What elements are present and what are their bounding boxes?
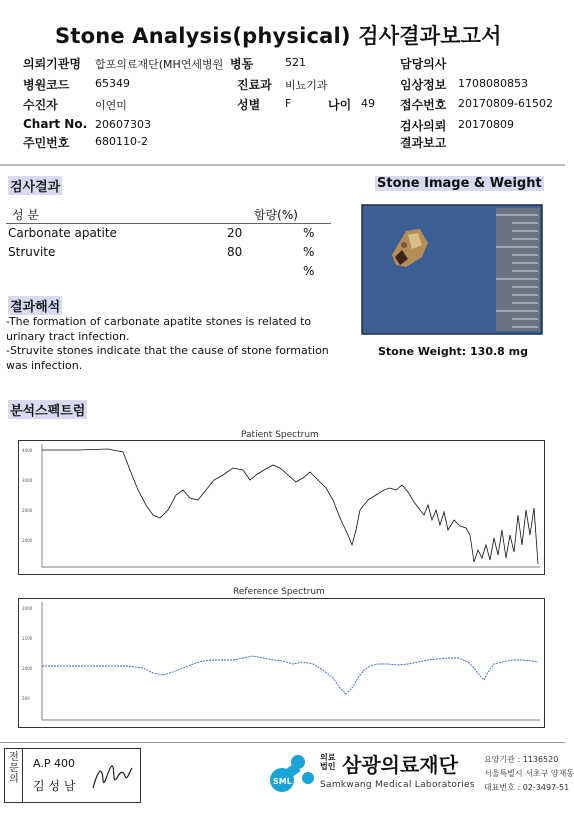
- svg-text:1500: 1500: [22, 636, 33, 641]
- org-kind: 의료법인: [320, 753, 336, 771]
- company-logo-icon: [268, 750, 318, 800]
- institution-label: 의뢰기관명: [23, 57, 81, 71]
- institution-value: 합포의료재단(MH연세병원: [95, 58, 224, 71]
- stone-weight: Stone Weight: 130.8 mg: [378, 345, 528, 358]
- sex-value: F: [285, 97, 292, 110]
- org-name: 삼광의료재단: [342, 753, 458, 777]
- spectrum-section-title: 분석스펙트럼: [8, 400, 87, 419]
- clinical-info-label: 임상정보: [400, 78, 447, 92]
- department-value: 비뇨기과: [285, 79, 328, 92]
- contact-line: 대표번호 : 02-3497-51: [484, 783, 570, 792]
- ward-value: 521: [285, 56, 306, 69]
- svg-text:1000: 1000: [22, 538, 33, 543]
- interpretation-text: [6, 315, 346, 373]
- svg-text:2000: 2000: [22, 606, 33, 611]
- test-date-value: 20170809: [458, 118, 514, 131]
- test-date-label: 검사의뢰: [400, 119, 447, 133]
- result-value: 20: [227, 226, 243, 240]
- stone-photo: [362, 205, 542, 334]
- patient-spectrum-chart: [18, 440, 545, 575]
- report-label: 결과보고: [400, 136, 447, 150]
- page-title: Stone Analysis(physical) 검사결과보고서: [55, 24, 502, 48]
- result-value: 80: [227, 245, 243, 259]
- svg-text:1000: 1000: [22, 666, 33, 671]
- signature-image: [90, 760, 134, 794]
- hospital-code-value: 65349: [95, 77, 130, 90]
- interpretation-line: -The formation of carbonate apatite stones is related to urinary tract infection.: [6, 315, 312, 343]
- result-name: Struvite: [8, 245, 56, 259]
- svg-text:3000: 3000: [22, 478, 33, 483]
- doctor-label: 담당의사: [400, 57, 447, 71]
- header-divider: [0, 164, 565, 166]
- footer-divider: [0, 742, 565, 743]
- result-unit: %: [303, 245, 315, 259]
- age-value: 49: [361, 97, 375, 110]
- svg-text:2000: 2000: [22, 508, 33, 513]
- interpretation-section-title: 결과해석: [8, 296, 62, 315]
- col-component: 성 분: [12, 208, 39, 222]
- reference-spectrum-chart: [18, 598, 545, 728]
- col-content: 함량(%): [254, 208, 298, 222]
- svg-text:4000: 4000: [22, 448, 33, 453]
- department-label: 진료과: [237, 78, 272, 92]
- patient-label: 수진자: [23, 98, 58, 112]
- clinical-info-value: 1708080853: [458, 77, 528, 90]
- resident-no-label: 주민번호: [23, 136, 70, 150]
- contact-line: 서울특별시 서초구 양재동: [484, 769, 574, 778]
- table-header-line: [6, 223, 331, 224]
- stone-section-title: Stone Image & Weight: [377, 176, 542, 191]
- result-name: Carbonate apatite: [8, 226, 117, 240]
- logo-text: SML: [273, 777, 292, 786]
- ward-label: 병동: [230, 57, 254, 71]
- patient-spectrum-title: Patient Spectrum: [241, 430, 319, 440]
- specialist-label: 전문의: [9, 752, 19, 785]
- patient-value: 이연미: [95, 99, 127, 112]
- interpretation-line: -Struvite stones indicate that the cause of stone formation was infection.: [6, 344, 329, 372]
- chart-no-label: Chart No.: [23, 117, 88, 131]
- results-section-title: 검사결과: [8, 176, 62, 195]
- specialist-license: A.P 400: [33, 757, 75, 770]
- specialist-divider: [22, 748, 23, 802]
- sex-label: 성별: [237, 98, 261, 112]
- org-name-en: Samkwang Medical Laboratories: [320, 780, 475, 790]
- contact-line: 요양기관 : 1136520: [484, 755, 559, 764]
- age-label: 나이: [328, 98, 352, 112]
- reference-spectrum-title: Reference Spectrum: [233, 587, 325, 597]
- resident-no-value: 680110-2: [95, 135, 148, 148]
- receipt-no-value: 20170809-61502: [458, 97, 553, 110]
- hospital-code-label: 병원코드: [23, 78, 70, 92]
- result-unit: %: [303, 264, 315, 278]
- svg-text:500: 500: [22, 696, 30, 701]
- chart-no-value: 20607303: [95, 118, 151, 131]
- receipt-no-label: 접수번호: [400, 98, 447, 112]
- result-unit: %: [303, 226, 315, 240]
- specialist-name: 김 성 남: [33, 779, 76, 793]
